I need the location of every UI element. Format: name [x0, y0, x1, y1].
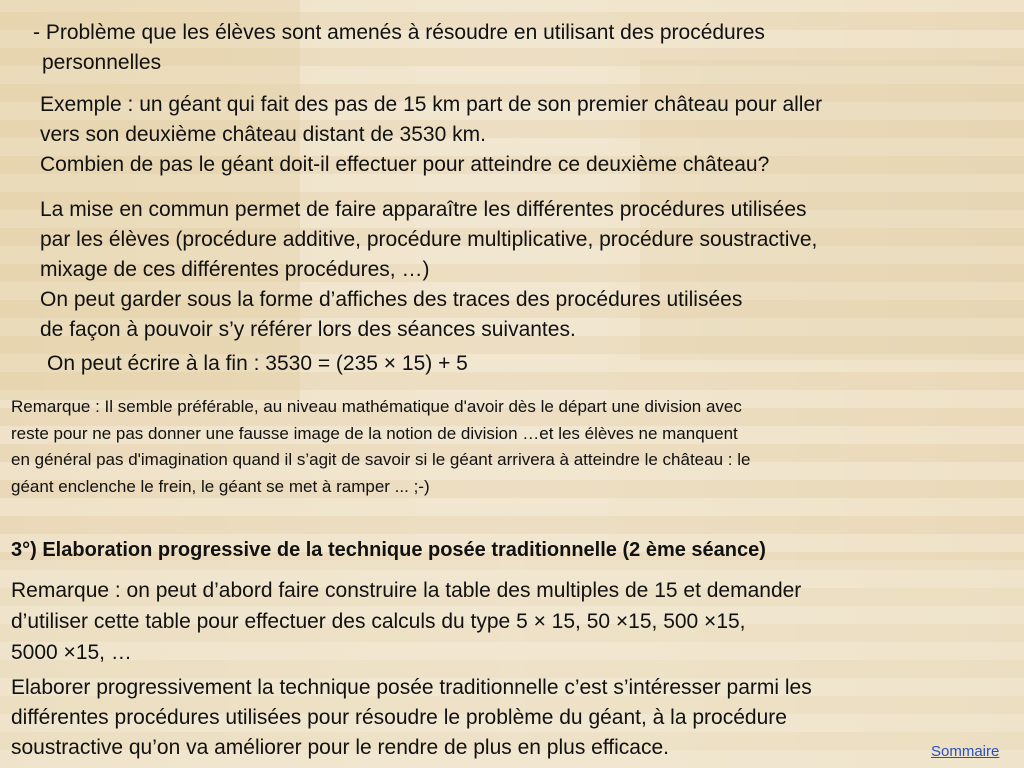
mise-en-commun-line: On peut garder sous la forme d’affiches des traces des procédures utilisées	[40, 288, 743, 311]
remarque-line: Remarque : Il semble préférable, au niveau mathématique d'avoir dès le départ une division avec	[11, 397, 742, 416]
mise-en-commun-line: par les élèves (procédure additive, procédure multiplicative, procédure soustractive,	[40, 228, 818, 251]
remarque-line: reste pour ne pas donner une fausse image de la notion de division …et les élèves ne manquent	[11, 423, 738, 443]
elaborer-line: soustractive qu’on va améliorer pour le rendre de plus en plus efficace.	[11, 736, 669, 759]
mise-en-commun-line: La mise en commun permet de faire apparaître les différentes procédures utilisées	[40, 198, 807, 221]
remarque-line: d’utiliser cette table pour effectuer des calculs du type 5 × 15, 50 ×15, 500 ×15,	[11, 610, 746, 633]
intro-line: - Problème que les élèves sont amenés à résoudre en utilisant des procédures	[33, 21, 765, 44]
remarque-line: géant enclenche le frein, le géant se met à ramper ... ;-)	[11, 476, 430, 496]
remarque-line: en général pas d'imagination quand il s’agit de savoir si le géant arrivera à atteindre le château : le	[11, 450, 751, 469]
remarque-line: 5000 ×15, …	[11, 641, 132, 664]
mise-en-commun-line: mixage de ces différentes procédures, …)	[40, 258, 430, 281]
example-question: Combien de pas le géant doit-il effectuer pour atteindre ce deuxième château?	[40, 153, 770, 176]
elaborer-line: différentes procédures utilisées pour résoudre le problème du géant, à la procédure	[11, 706, 787, 729]
example-line: vers son deuxième château distant de 3530 km.	[40, 123, 486, 146]
example-line: Exemple : un géant qui fait des pas de 15 km part de son premier château pour aller	[40, 93, 823, 116]
intro-line: personnelles	[42, 51, 162, 74]
formula-line: On peut écrire à la fin : 3530 = (235 × 15) + 5	[47, 352, 468, 375]
remarque-line: Remarque : on peut d’abord faire construire la table des multiples de 15 et demander	[11, 579, 802, 602]
mise-en-commun-line: de façon à pouvoir s’y référer lors des séances suivantes.	[40, 318, 576, 341]
elaborer-line: Elaborer progressivement la technique posée traditionnelle c’est s’intéresser parmi les	[11, 676, 812, 699]
sommaire-link[interactable]: Sommaire	[931, 743, 1000, 760]
section-title: 3°) Elaboration progressive de la technique posée traditionnelle (2 ème séance)	[11, 539, 766, 561]
